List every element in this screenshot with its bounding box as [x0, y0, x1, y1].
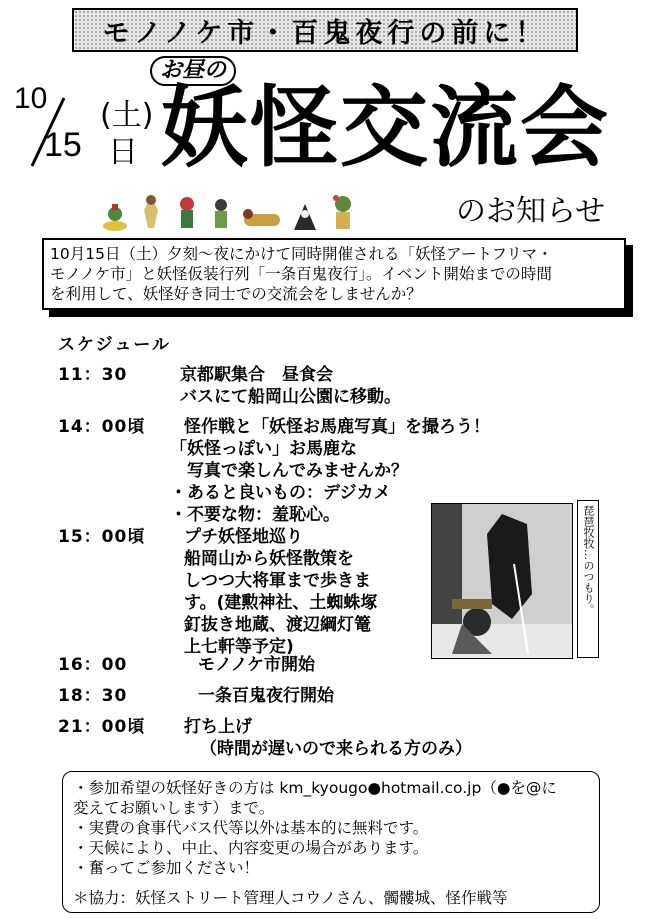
footer-spacer	[73, 878, 589, 888]
intro-line: を利用して、妖怪好き同士での交流会をしませんか？	[50, 285, 422, 303]
footer-line: ・奮ってご参加ください！	[73, 859, 260, 877]
intro-line: モノノケ市」と妖怪仮装行列「一条百鬼夜行」。イベント開始までの時間	[50, 265, 552, 283]
footer-box	[62, 771, 600, 913]
yokai-figure-icon	[100, 202, 130, 232]
schedule-time: 15：00頃	[58, 527, 146, 547]
yokai-figure-icon	[290, 200, 320, 232]
schedule-desc: 「妖怪っぽい」お馬鹿な 写真で楽しんでみませんか？ ・あると良いもの：デジカメ ・不要な物：羞恥心。	[170, 439, 408, 525]
notice-label: のお知らせ	[456, 194, 606, 229]
schedule-desc: モノノケ市開始	[198, 655, 315, 675]
date-weekday-sat: (土)	[100, 98, 154, 133]
footer-line: 変えてお願いします）まで。	[73, 799, 275, 817]
yokai-figure-icon	[136, 192, 166, 232]
footer-line: ・参加希望の妖怪好きの方は km_kyougo●hotmail.co.jp（●を@に	[73, 779, 557, 797]
footer-line: ・実費の食事代バス代等以外は基本的に無料です。	[73, 819, 429, 837]
schedule-desc: 京都駅集合 昼食会 バスにて船岡山公園に移動。	[180, 365, 401, 407]
intro-line: 10月15日（土）夕刻～夜にかけて同時開催される「妖怪アートフリマ・	[50, 245, 553, 263]
schedule-heading: スケジュール	[58, 335, 171, 355]
schedule-time: 14：00頃	[58, 417, 146, 437]
yokai-figures	[100, 186, 390, 232]
top-banner: モノノケ市・百鬼夜行の前に！	[72, 8, 578, 52]
schedule-desc: 打ち上げ	[184, 717, 252, 737]
footer-line: ・天候により、中止、内容変更の場合があります。	[73, 839, 429, 857]
yokai-figure-icon	[326, 192, 360, 232]
schedule-desc: 一条百鬼夜行開始	[198, 686, 334, 706]
subtitle-badge: お昼の	[150, 56, 236, 86]
main-title: 妖怪交流会	[160, 76, 611, 179]
footer-credits: ＊協力：妖怪ストリート管理人コウノさん、髑髏城、怪作戦等	[73, 889, 508, 907]
schedule-time: 21：00頃	[58, 717, 146, 737]
yokai-figure-icon	[208, 196, 234, 232]
schedule-time: 18：30	[58, 686, 128, 706]
yokai-figure-icon	[172, 194, 202, 232]
schedule-time: 11：30	[58, 365, 128, 385]
schedule-desc: 怪作戦と「妖怪お馬鹿写真」を撮ろう！	[184, 417, 490, 437]
schedule-desc: プチ妖怪地巡り 船岡山から妖怪散策を しつつ大将軍まで歩きま す。(建勲神社、土蜘蛛塚 釘抜き地蔵、渡辺綱灯篭 上七軒等予定)	[184, 527, 378, 657]
intro-box	[42, 238, 626, 310]
date-weekday-sun: 日	[108, 135, 138, 170]
photo-illustration	[432, 504, 572, 658]
date-day: 15	[44, 126, 82, 164]
yokai-figure-icon	[240, 204, 284, 232]
date-month: 10	[14, 82, 48, 115]
biwa-costume-photo	[431, 503, 573, 659]
photo-caption: 琵琶牧牧…のつもり。	[577, 500, 599, 658]
schedule-time: 16：00	[58, 655, 128, 675]
schedule-desc: （時間が遅いので来られる方のみ）	[200, 739, 472, 759]
